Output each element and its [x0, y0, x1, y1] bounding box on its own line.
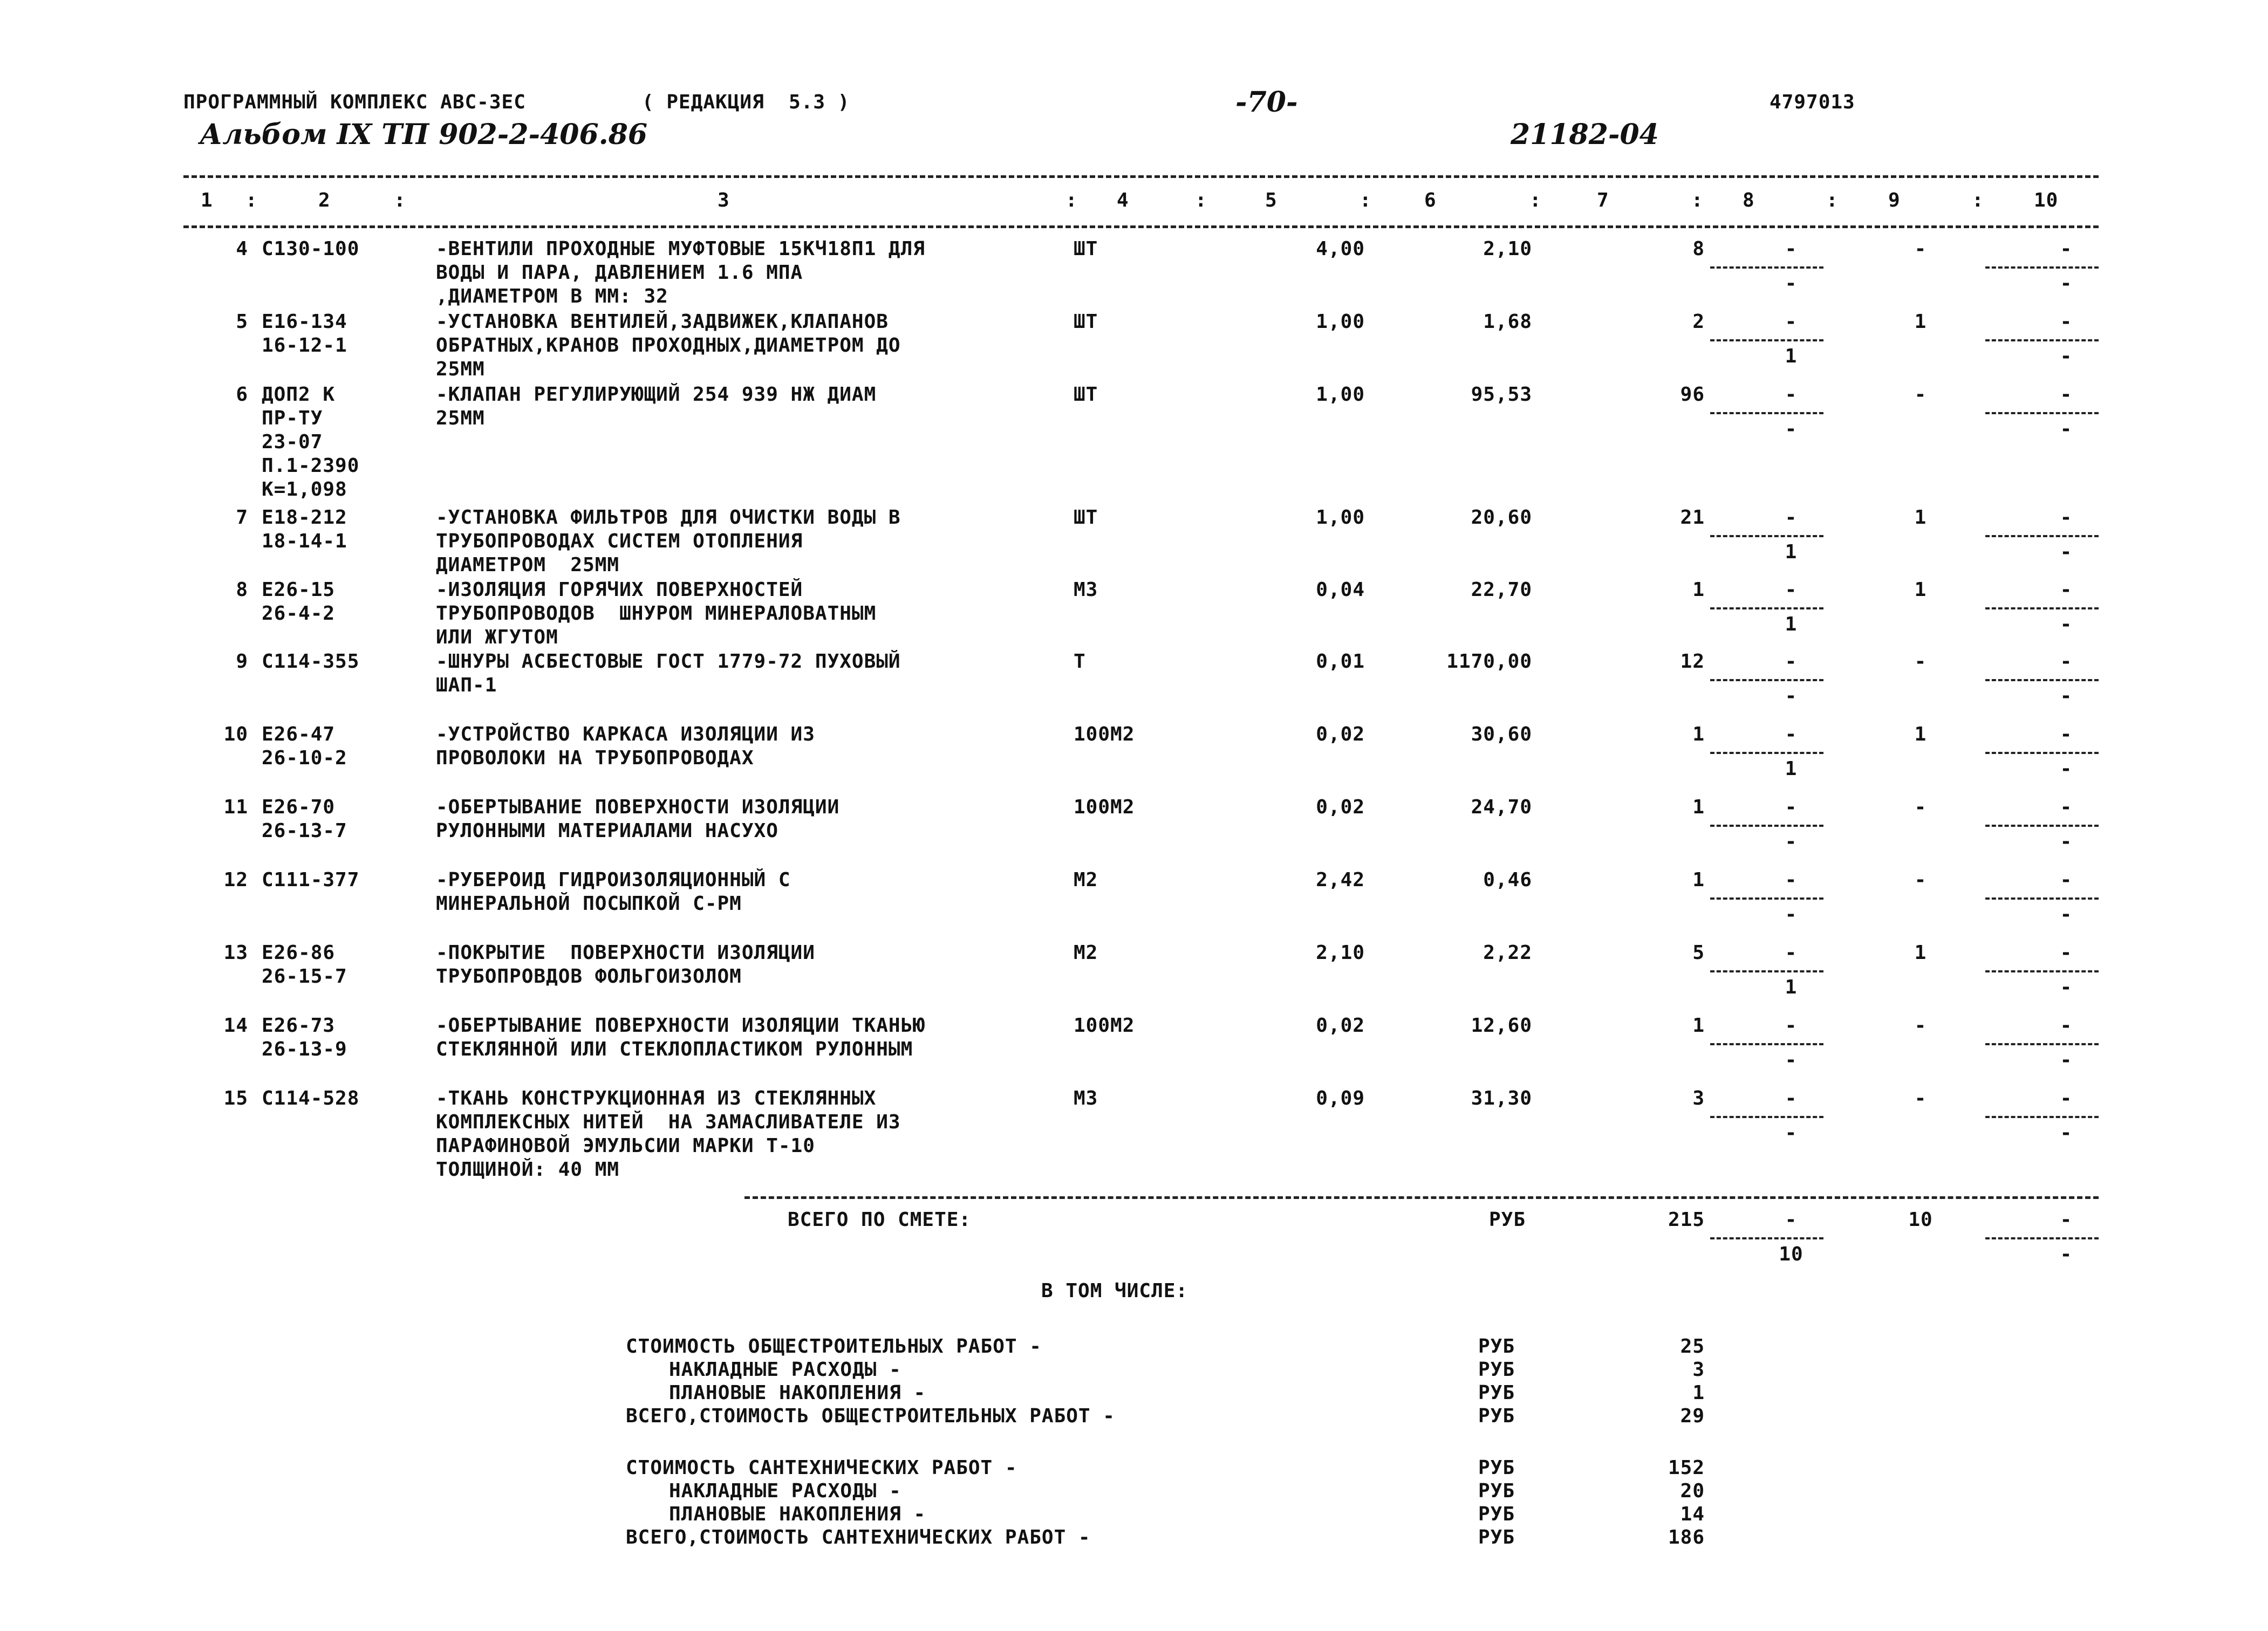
summary-unit: РУБ — [1478, 1457, 1515, 1479]
col10-value: - — [2060, 506, 2073, 529]
album-reference: Альбом IX ТП 902-2-406.86 — [200, 118, 648, 151]
work-description: ДИАМЕТРОМ 25ММ — [436, 554, 620, 576]
summary-value: 29 — [1680, 1405, 1705, 1427]
rate-code: Е26-70 — [262, 796, 336, 818]
row-number: 10 — [223, 723, 248, 745]
rate-code: Е18-212 — [262, 506, 347, 529]
col8-value: - — [1785, 383, 1798, 406]
unit-price: 22,70 — [1471, 579, 1532, 601]
work-description: РУЛОННЫМИ МАТЕРИАЛАМИ НАСУХО — [436, 820, 778, 842]
col10-divider — [1985, 825, 2099, 827]
unit-price: 2,10 — [1483, 238, 1532, 260]
col10-sub-value: - — [2060, 976, 2073, 998]
col10-value: - — [2060, 869, 2073, 891]
rate-code: Е26-47 — [262, 723, 336, 745]
summary-value: 1 — [1692, 1382, 1705, 1404]
col8-sub-value: 1 — [1785, 758, 1798, 780]
col10-sub-value: - — [2060, 541, 2073, 563]
summary-value: 25 — [1680, 1335, 1705, 1358]
rate-code: 23-07 — [262, 431, 323, 453]
quantity: 0,09 — [1316, 1087, 1365, 1109]
col8-value: - — [1785, 1087, 1798, 1109]
col8-divider — [1710, 897, 1823, 900]
work-description: -РУБЕРОИД ГИДРОИЗОЛЯЦИОННЫЙ С — [436, 869, 791, 891]
rate-code: ПР-ТУ — [262, 407, 323, 429]
work-description: ПРОВОЛОКИ НА ТРУБОПРОВОДАХ — [436, 747, 754, 769]
col10-value: - — [2060, 238, 2073, 260]
col8-sub-value: 1 — [1785, 345, 1798, 367]
col8-value: - — [1785, 506, 1798, 529]
col8-sub-value: 1 — [1785, 541, 1798, 563]
work-description: ВОДЫ И ПАРА, ДАВЛЕНИЕМ 1.6 МПА — [436, 262, 803, 284]
col8-sub-value: 1 — [1785, 613, 1798, 635]
col8-divider — [1710, 266, 1823, 269]
col10-value: - — [2060, 796, 2073, 818]
summary-value: 3 — [1692, 1359, 1705, 1381]
total-cost: 96 — [1680, 383, 1705, 406]
work-description: ТРУБОПРОВОДАХ СИСТЕМ ОТОПЛЕНИЯ — [436, 530, 803, 552]
summary-label: СТОИМОСТЬ ОБЩЕСТРОИТЕЛЬНЫХ РАБОТ - — [626, 1335, 1042, 1358]
col9-value: 1 — [1914, 311, 1927, 333]
total-cost: 12 — [1680, 650, 1705, 673]
summary-label: СТОИМОСТЬ САНТЕХНИЧЕСКИХ РАБОТ - — [626, 1457, 1017, 1479]
col10-divider — [1985, 970, 2099, 972]
header-rule-bottom — [183, 225, 2099, 228]
rate-code: 26-15-7 — [262, 965, 347, 988]
quantity: 0,02 — [1316, 796, 1365, 818]
work-description: ШАП-1 — [436, 674, 497, 696]
edition-label: ( РЕДАКЦИЯ 5.3 ) — [642, 91, 850, 113]
col10-divider — [1985, 897, 2099, 900]
unit-price: 1170,00 — [1446, 650, 1532, 673]
col8-value: - — [1785, 1015, 1798, 1037]
column-header-5: 5 — [1265, 189, 1278, 211]
col8-divider — [1710, 825, 1823, 827]
column-header-3: 3 — [718, 189, 730, 211]
rate-code: 16-12-1 — [262, 334, 347, 357]
column-separator: : — [1826, 189, 1839, 211]
column-separator: : — [394, 189, 406, 211]
rate-code: 18-14-1 — [262, 530, 347, 552]
col10-value: - — [2060, 650, 2073, 673]
row-number: 8 — [236, 579, 248, 601]
column-header-4: 4 — [1117, 189, 1129, 211]
total-rule — [744, 1196, 2099, 1199]
quantity: 0,01 — [1316, 650, 1365, 673]
row-number: 6 — [236, 383, 248, 406]
col10-sub-value: - — [2060, 685, 2073, 707]
work-description: -ТКАНЬ КОНСТРУКЦИОННАЯ ИЗ СТЕКЛЯННЫХ — [436, 1087, 877, 1109]
summary-label: ПЛАНОВЫЕ НАКОПЛЕНИЯ - — [669, 1503, 926, 1525]
document-number: 21182-04 — [1511, 118, 1659, 151]
column-header-8: 8 — [1743, 189, 1755, 211]
unit: М3 — [1074, 579, 1098, 601]
work-description: ,ДИАМЕТРОМ В ММ: 32 — [436, 285, 668, 307]
unit: М2 — [1074, 942, 1098, 964]
summary-unit: РУБ — [1478, 1405, 1515, 1427]
col9-value: - — [1914, 1087, 1927, 1109]
unit: 100М2 — [1074, 723, 1135, 745]
total-cost: 3 — [1692, 1087, 1705, 1109]
unit-price: 20,60 — [1471, 506, 1532, 529]
col8-value: - — [1785, 311, 1798, 333]
summary-value: 20 — [1680, 1480, 1705, 1502]
col9-value: 1 — [1914, 723, 1927, 745]
rate-code: П.1-2390 — [262, 455, 360, 477]
row-number: 5 — [236, 311, 248, 333]
unit: ШТ — [1074, 238, 1098, 260]
col8-sub-value: - — [1785, 1049, 1798, 1071]
col10-sub-value: - — [2060, 345, 2073, 367]
work-description: -КЛАПАН РЕГУЛИРУЮЩИЙ 254 939 НЖ ДИАМ — [436, 383, 877, 406]
total-cost: 1 — [1692, 723, 1705, 745]
summary-label: НАКЛАДНЫЕ РАСХОДЫ - — [669, 1480, 901, 1502]
col9-value: - — [1914, 796, 1927, 818]
col9-value: 1 — [1914, 942, 1927, 964]
col8-divider — [1710, 607, 1823, 609]
work-description: -УСТАНОВКА ФИЛЬТРОВ ДЛЯ ОЧИСТКИ ВОДЫ В — [436, 506, 901, 529]
rate-code: С111-377 — [262, 869, 360, 891]
total-col10-sub: - — [2060, 1243, 2073, 1265]
col10-sub-value: - — [2060, 418, 2073, 440]
column-header-1: 1 — [201, 189, 213, 211]
col10-sub-value: - — [2060, 1122, 2073, 1144]
rate-code: 26-4-2 — [262, 602, 336, 625]
work-description: ОБРАТНЫХ,КРАНОВ ПРОХОДНЫХ,ДИАМЕТРОМ ДО — [436, 334, 901, 357]
quantity: 1,00 — [1316, 311, 1365, 333]
col8-sub-value: - — [1785, 903, 1798, 926]
col10-value: - — [2060, 723, 2073, 745]
rate-code: 26-13-7 — [262, 820, 347, 842]
unit-price: 0,46 — [1483, 869, 1532, 891]
quantity: 1,00 — [1316, 506, 1365, 529]
work-description: -УСТАНОВКА ВЕНТИЛЕЙ,ЗАДВИЖЕК,КЛАПАНОВ — [436, 311, 889, 333]
unit-price: 2,22 — [1483, 942, 1532, 964]
summary-value: 14 — [1680, 1503, 1705, 1525]
col10-sub-value: - — [2060, 831, 2073, 853]
total-cost: 1 — [1692, 796, 1705, 818]
col9-value: - — [1914, 869, 1927, 891]
col10-value: - — [2060, 311, 2073, 333]
quantity: 0,04 — [1316, 579, 1365, 601]
column-header-7: 7 — [1597, 189, 1609, 211]
work-description: -ОБЕРТЫВАНИЕ ПОВЕРХНОСТИ ИЗОЛЯЦИИ — [436, 796, 840, 818]
quantity: 1,00 — [1316, 383, 1365, 406]
work-description: -УСТРОЙСТВО КАРКАСА ИЗОЛЯЦИИ ИЗ — [436, 723, 815, 745]
total-col9: 10 — [1908, 1209, 1933, 1231]
column-separator: : — [1195, 189, 1207, 211]
work-description: 25ММ — [436, 407, 485, 429]
column-separator: : — [1972, 189, 1984, 211]
unit: Т — [1074, 650, 1086, 673]
work-description: ИЛИ ЖГУТОМ — [436, 626, 558, 648]
col10-divider — [1985, 412, 2099, 414]
work-description: ПАРАФИНОВОЙ ЭМУЛЬСИИ МАРКИ Т-10 — [436, 1135, 815, 1157]
quantity: 0,02 — [1316, 1015, 1365, 1037]
col8-value: - — [1785, 869, 1798, 891]
row-number: 14 — [223, 1015, 248, 1037]
work-description: -ИЗОЛЯЦИЯ ГОРЯЧИХ ПОВЕРХНОСТЕЙ — [436, 579, 803, 601]
unit-price: 31,30 — [1471, 1087, 1532, 1109]
total-amount: 215 — [1668, 1209, 1705, 1231]
col8-divider — [1710, 535, 1823, 537]
program-title: ПРОГРАММНЫЙ КОМПЛЕКС АВС-3ЕС — [183, 91, 526, 113]
col8-divider — [1710, 679, 1823, 681]
column-header-2: 2 — [318, 189, 331, 211]
unit: М3 — [1074, 1087, 1098, 1109]
total-col8-divider — [1710, 1237, 1823, 1239]
col8-sub-value: - — [1785, 685, 1798, 707]
col9-value: - — [1914, 238, 1927, 260]
col10-value: - — [2060, 942, 2073, 964]
col8-divider — [1710, 1116, 1823, 1118]
col10-divider — [1985, 607, 2099, 609]
rate-code: Е16-134 — [262, 311, 347, 333]
col8-sub-value: - — [1785, 418, 1798, 440]
total-cost: 1 — [1692, 579, 1705, 601]
rate-code: С114-528 — [262, 1087, 360, 1109]
rate-code: 26-10-2 — [262, 747, 347, 769]
col9-value: 1 — [1914, 579, 1927, 601]
rate-code: Е26-86 — [262, 942, 336, 964]
col10-divider — [1985, 266, 2099, 269]
total-unit: РУБ — [1489, 1209, 1526, 1231]
total-col8-sub: 10 — [1779, 1243, 1804, 1265]
col9-value: 1 — [1914, 506, 1927, 529]
document-code: 4797013 — [1770, 91, 1855, 113]
column-separator: : — [1360, 189, 1372, 211]
row-number: 13 — [223, 942, 248, 964]
row-number: 4 — [236, 238, 248, 260]
rate-code: 26-13-9 — [262, 1038, 347, 1060]
rate-code: С130-100 — [262, 238, 360, 260]
summary-unit: РУБ — [1478, 1480, 1515, 1502]
col10-divider — [1985, 679, 2099, 681]
total-cost: 8 — [1692, 238, 1705, 260]
work-description: МИНЕРАЛЬНОЙ ПОСЫПКОЙ С-РМ — [436, 893, 742, 915]
summary-label: НАКЛАДНЫЕ РАСХОДЫ - — [669, 1359, 901, 1381]
col8-divider — [1710, 752, 1823, 754]
unit: ШТ — [1074, 311, 1098, 333]
col8-sub-value: - — [1785, 1122, 1798, 1144]
summary-label: ПЛАНОВЫЕ НАКОПЛЕНИЯ - — [669, 1382, 926, 1404]
column-separator: : — [245, 189, 258, 211]
summary-unit: РУБ — [1478, 1382, 1515, 1404]
col10-sub-value: - — [2060, 1049, 2073, 1071]
col10-divider — [1985, 339, 2099, 341]
work-description: -ВЕНТИЛИ ПРОХОДНЫЕ МУФТОВЫЕ 15КЧ18П1 ДЛЯ — [436, 238, 925, 260]
unit: 100М2 — [1074, 796, 1135, 818]
col10-divider — [1985, 1116, 2099, 1118]
col10-value: - — [2060, 383, 2073, 406]
total-cost: 21 — [1680, 506, 1705, 529]
rate-code: С114-355 — [262, 650, 360, 673]
col8-divider — [1710, 1043, 1823, 1045]
col8-divider — [1710, 339, 1823, 341]
col8-sub-value: 1 — [1785, 976, 1798, 998]
page-number: -70- — [1235, 86, 1298, 119]
total-col8: - — [1785, 1209, 1798, 1231]
col8-divider — [1710, 970, 1823, 972]
col9-value: - — [1914, 1015, 1927, 1037]
work-description: -ШНУРЫ АСБЕСТОВЫЕ ГОСТ 1779-72 ПУХОВЫЙ — [436, 650, 901, 673]
row-number: 9 — [236, 650, 248, 673]
unit-price: 1,68 — [1483, 311, 1532, 333]
col8-divider — [1710, 412, 1823, 414]
row-number: 7 — [236, 506, 248, 529]
col10-value: - — [2060, 579, 2073, 601]
col8-value: - — [1785, 650, 1798, 673]
column-separator: : — [1529, 189, 1542, 211]
column-header-10: 10 — [2034, 189, 2059, 211]
unit: 100М2 — [1074, 1015, 1135, 1037]
column-header-9: 9 — [1888, 189, 1901, 211]
row-number: 15 — [223, 1087, 248, 1109]
quantity: 4,00 — [1316, 238, 1365, 260]
col10-sub-value: - — [2060, 613, 2073, 635]
work-description: СТЕКЛЯННОЙ ИЛИ СТЕКЛОПЛАСТИКОМ РУЛОННЫМ — [436, 1038, 913, 1060]
col8-value: - — [1785, 238, 1798, 260]
work-description: КОМПЛЕКСНЫХ НИТЕЙ НА ЗАМАСЛИВАТЕЛЕ ИЗ — [436, 1111, 901, 1133]
col10-sub-value: - — [2060, 903, 2073, 926]
col9-value: - — [1914, 650, 1927, 673]
work-description: 25ММ — [436, 358, 485, 380]
rate-code: К=1,098 — [262, 478, 347, 501]
rate-code: Е26-73 — [262, 1015, 336, 1037]
total-col10: - — [2060, 1209, 2073, 1231]
summary-unit: РУБ — [1478, 1526, 1515, 1548]
quantity: 2,10 — [1316, 942, 1365, 964]
work-description: ТРУБОПРОВДОВ ФОЛЬГОИЗОЛОМ — [436, 965, 742, 988]
quantity: 0,02 — [1316, 723, 1365, 745]
row-number: 12 — [223, 869, 248, 891]
including-label: В ТОМ ЧИСЛЕ: — [1041, 1280, 1188, 1302]
column-header-6: 6 — [1424, 189, 1437, 211]
unit-price: 24,70 — [1471, 796, 1532, 818]
summary-value: 186 — [1668, 1526, 1705, 1548]
rate-code: Е26-15 — [262, 579, 336, 601]
col10-divider — [1985, 752, 2099, 754]
summary-unit: РУБ — [1478, 1335, 1515, 1358]
col10-sub-value: - — [2060, 272, 2073, 294]
total-col10-divider — [1985, 1237, 2099, 1239]
unit-price: 95,53 — [1471, 383, 1532, 406]
summary-label: ВСЕГО,СТОИМОСТЬ ОБЩЕСТРОИТЕЛЬНЫХ РАБОТ - — [626, 1405, 1115, 1427]
unit: ШТ — [1074, 506, 1098, 529]
column-separator: : — [1691, 189, 1704, 211]
col10-sub-value: - — [2060, 758, 2073, 780]
work-description: ТРУБОПРОВОДОВ ШНУРОМ МИНЕРАЛОВАТНЫМ — [436, 602, 877, 625]
header-rule-top — [183, 175, 2099, 178]
col8-value: - — [1785, 723, 1798, 745]
row-number: 11 — [223, 796, 248, 818]
summary-unit: РУБ — [1478, 1503, 1515, 1525]
unit-price: 12,60 — [1471, 1015, 1532, 1037]
summary-unit: РУБ — [1478, 1359, 1515, 1381]
col10-value: - — [2060, 1015, 2073, 1037]
unit: ШТ — [1074, 383, 1098, 406]
col8-value: - — [1785, 942, 1798, 964]
col8-value: - — [1785, 579, 1798, 601]
col10-divider — [1985, 1043, 2099, 1045]
work-description: -ОБЕРТЫВАНИЕ ПОВЕРХНОСТИ ИЗОЛЯЦИИ ТКАНЬЮ — [436, 1015, 925, 1037]
col9-value: - — [1914, 383, 1927, 406]
total-cost: 2 — [1692, 311, 1705, 333]
unit-price: 30,60 — [1471, 723, 1532, 745]
work-description: ТОЛЩИНОЙ: 40 ММ — [436, 1159, 620, 1181]
total-label: ВСЕГО ПО СМЕТЕ: — [788, 1209, 972, 1231]
total-cost: 1 — [1692, 1015, 1705, 1037]
total-cost: 1 — [1692, 869, 1705, 891]
total-cost: 5 — [1692, 942, 1705, 964]
col8-value: - — [1785, 796, 1798, 818]
summary-value: 152 — [1668, 1457, 1705, 1479]
work-description: -ПОКРЫТИЕ ПОВЕРХНОСТИ ИЗОЛЯЦИИ — [436, 942, 815, 964]
unit: М2 — [1074, 869, 1098, 891]
quantity: 2,42 — [1316, 869, 1365, 891]
col8-sub-value: - — [1785, 272, 1798, 294]
col10-value: - — [2060, 1087, 2073, 1109]
column-separator: : — [1065, 189, 1078, 211]
rate-code: ДОП2 К — [262, 383, 336, 406]
summary-label: ВСЕГО,СТОИМОСТЬ САНТЕХНИЧЕСКИХ РАБОТ - — [626, 1526, 1091, 1548]
col8-sub-value: - — [1785, 831, 1798, 853]
col10-divider — [1985, 535, 2099, 537]
